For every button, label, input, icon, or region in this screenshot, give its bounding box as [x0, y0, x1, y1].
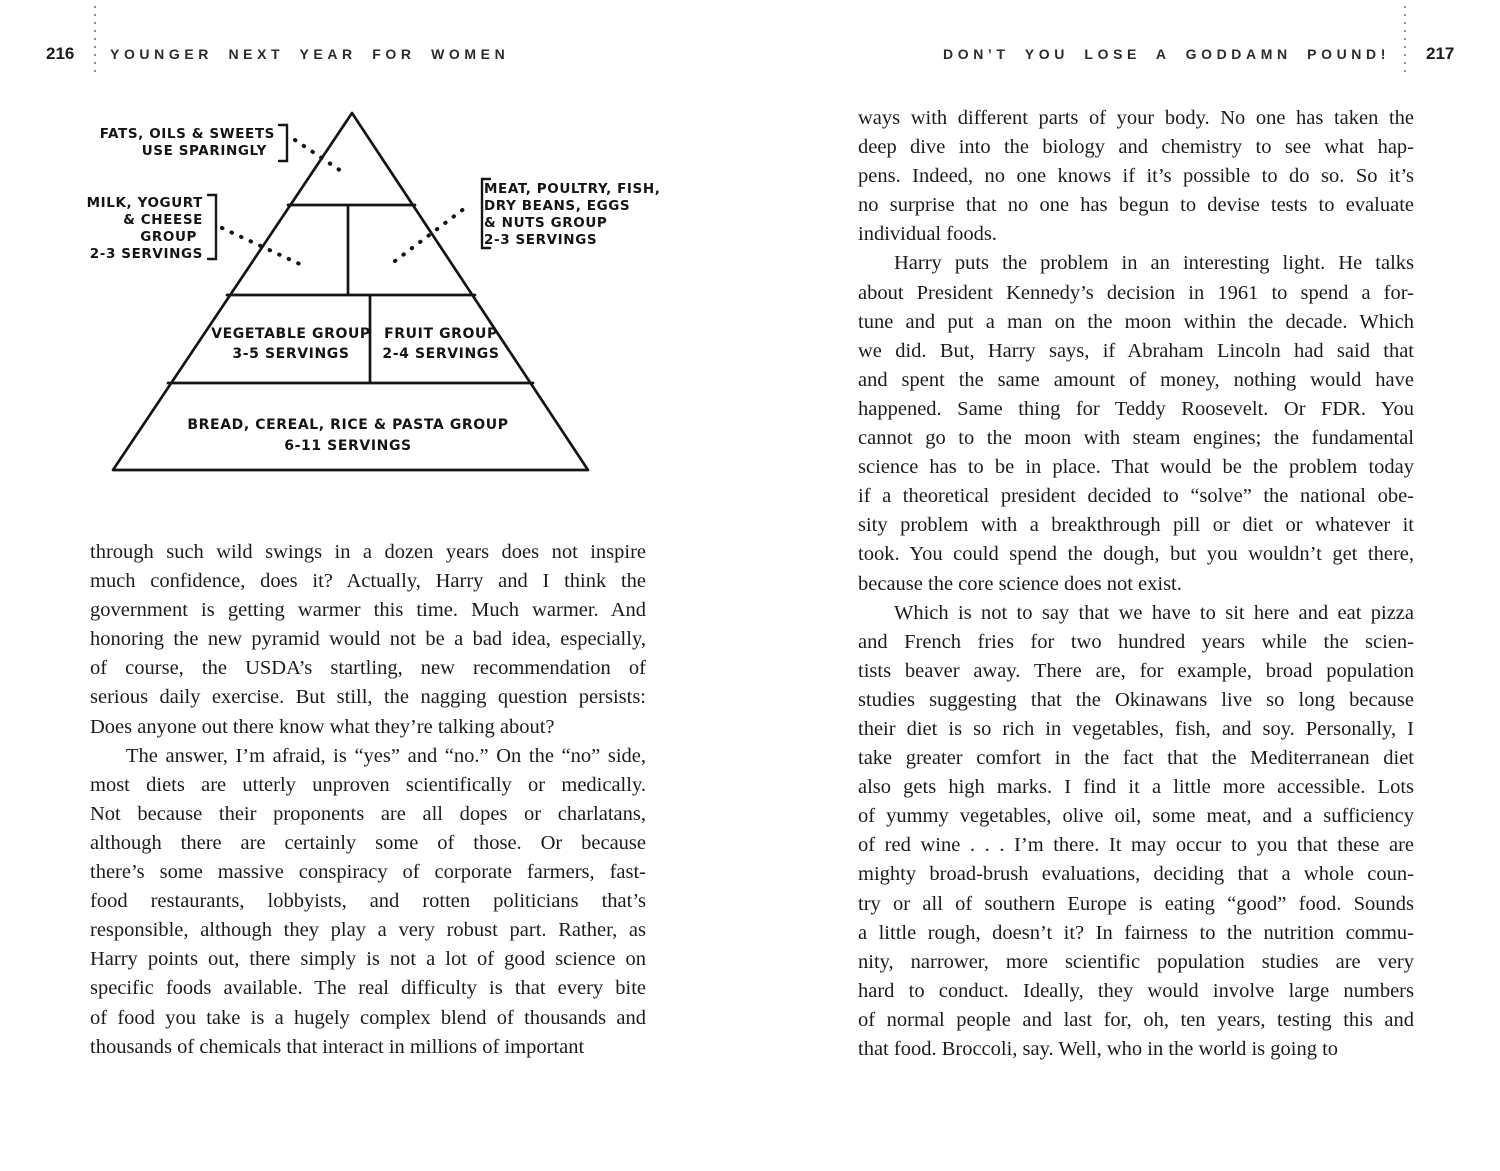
- bread-tier-label: BREAD, CEREAL, RICE & PASTA GROUP: [187, 417, 509, 433]
- vegetable-tier-label: VEGETABLE GROUP: [211, 326, 371, 342]
- text-line: sity problem with a breakthrough pill or diet or whatever it: [858, 514, 1414, 537]
- meat-callout-line: MEAT, POULTRY, FISH,: [484, 181, 661, 197]
- left-running-head: YOUNGER NEXT YEAR FOR WOMEN: [110, 46, 510, 62]
- text-line: individual foods.: [858, 223, 997, 246]
- text-line: tists beaver away. There are, for example, broad population: [858, 659, 1414, 682]
- text-line: Harry puts the problem in an interesting light. He talks: [894, 252, 1414, 275]
- text-line: hard to conduct. Ideally, they would involve large numbers: [858, 979, 1414, 1002]
- text-line: The answer, I’m afraid, is “yes” and “no.” On the “no” side,: [126, 744, 646, 767]
- meat-callout-line: & NUTS GROUP: [484, 215, 608, 231]
- fats-leader-dots: [295, 140, 347, 175]
- left-header-divider: [94, 6, 96, 76]
- text-line: food restaurants, lobbyists, and rotten politicians that’s: [90, 890, 646, 913]
- text-line: responsible, although they play a very robust part. Rather, as: [90, 919, 646, 942]
- text-line: of course, the USDA’s startling, new recommendation of: [90, 657, 646, 680]
- milk-callout-line: 2-3 SERVINGS: [89, 246, 203, 262]
- fruit-tier-label: FRUIT GROUP: [384, 326, 498, 342]
- milk-bracket: [208, 195, 216, 259]
- text-line: government is getting warmer this time. Much warmer. And: [90, 599, 646, 622]
- text-line: through such wild swings in a dozen years does not inspire: [90, 541, 646, 563]
- fats-callout-line: FATS, OILS & SWEETS: [99, 126, 275, 142]
- text-line: take greater comfort in the fact that the Mediterranean diet: [858, 747, 1414, 770]
- text-line: and French fries for two hundred years while the scien-: [858, 630, 1414, 653]
- text-line: Does anyone out there know what they’re talking about?: [90, 715, 555, 738]
- text-line: that food. Broccoli, say. Well, who in the world is going to: [858, 1038, 1339, 1060]
- text-line: of yummy vegetables, olive oil, some meat, and a sufficiency: [858, 805, 1414, 828]
- text-line: thousands of chemicals that interact in millions of important: [90, 1035, 585, 1058]
- text-line: deep dive into the biology and chemistry to see what hap-: [858, 136, 1414, 159]
- text-line: we did. But, Harry says, if Abraham Lincoln had said that: [858, 339, 1414, 362]
- text-line: specific foods available. The real difficulty is that every bite: [90, 977, 646, 1000]
- bread-tier-servings: 6-11 SERVINGS: [284, 438, 412, 454]
- left-page-text: [90, 538, 646, 1062]
- right-page-text: [858, 104, 1414, 1064]
- text-line: and spent the same amount of money, nothing would have: [858, 368, 1414, 391]
- text-line: tune and put a man on the moon within the decade. Which: [858, 310, 1414, 333]
- food-pyramid-diagram: [85, 100, 730, 500]
- milk-leader-dots: [222, 228, 306, 267]
- fats-callout-line: USE SPARINGLY: [141, 143, 267, 159]
- text-line: happened. Same thing for Teddy Roosevelt. Or FDR. You: [858, 397, 1414, 420]
- right-header-divider: [1404, 6, 1406, 76]
- text-line: studies suggesting that the Okinawans live so long because: [858, 688, 1414, 711]
- text-line: most diets are utterly unproven scientifically or medically.: [90, 773, 646, 796]
- text-line: if a theoretical president decided to “solve” the national obe-: [858, 485, 1414, 508]
- fats-bracket: [279, 125, 287, 161]
- text-line: serious daily exercise. But still, the nagging question persists:: [90, 686, 646, 709]
- meat-callout-line: 2-3 SERVINGS: [484, 232, 598, 248]
- right-running-head: DON’T YOU LOSE A GODDAMN POUND!: [943, 46, 1390, 62]
- text-line: Which is not to say that we have to sit here and eat pizza: [894, 601, 1414, 624]
- meat-leader-dots: [395, 208, 465, 261]
- milk-callout-line: MILK, YOGURT: [86, 195, 203, 211]
- fruit-tier-servings: 2-4 SERVINGS: [382, 346, 500, 362]
- text-line: although there are certainly some of those. Or because: [90, 831, 646, 854]
- text-line: ways with different parts of your body. No one has taken the: [858, 107, 1414, 129]
- text-line: honoring the new pyramid would not be a bad idea, especially,: [90, 628, 646, 651]
- text-line: much confidence, does it? Actually, Harry and I think the: [90, 570, 646, 593]
- text-line: mighty broad-brush evaluations, deciding that a whole coun-: [858, 863, 1414, 886]
- text-line: their diet is so rich in vegetables, fish, and soy. Personally, I: [858, 717, 1414, 740]
- text-line: there’s some massive conspiracy of corporate farmers, fast-: [90, 861, 646, 884]
- right-page-number: 217: [1426, 44, 1455, 63]
- text-line: Harry points out, there simply is not a lot of good science on: [90, 948, 646, 971]
- meat-callout-line: DRY BEANS, EGGS: [484, 198, 631, 214]
- left-page-number: 216: [46, 44, 75, 63]
- vegetable-tier-servings: 3-5 SERVINGS: [232, 346, 350, 362]
- text-line: cannot go to the moon with steam engines; the fundamental: [858, 427, 1414, 450]
- text-line: of red wine . . . I’m there. It may occur to you that these are: [858, 834, 1414, 857]
- text-line: Not because their proponents are all dopes or charlatans,: [90, 802, 646, 825]
- text-line: of food you take is a hugely complex blend of thousands and: [90, 1006, 646, 1029]
- food-pyramid-svg: [85, 100, 730, 500]
- text-line: science has to be in place. That would be the problem today: [858, 456, 1414, 479]
- text-line: no surprise that no one has begun to devise tests to evaluate: [858, 194, 1414, 217]
- text-line: of normal people and last for, oh, ten years, testing this and: [858, 1008, 1414, 1031]
- milk-callout-line: & CHEESE: [123, 212, 203, 228]
- text-line: try or all of southern Europe is eating “good” food. Sounds: [858, 892, 1414, 915]
- text-line: nity, narrower, more scientific population studies are very: [858, 950, 1414, 973]
- text-line: pens. Indeed, no one knows if it’s possible to do so. So it’s: [858, 165, 1414, 188]
- text-line: because the core science does not exist.: [858, 572, 1182, 595]
- text-line: also gets high marks. I find it a little more accessible. Lots: [858, 776, 1414, 799]
- text-line: about President Kennedy’s decision in 1961 to spend a for-: [858, 281, 1414, 304]
- milk-callout-line: GROUP: [140, 229, 197, 245]
- text-line: a little rough, doesn’t it? In fairness to the nutrition commu-: [858, 921, 1414, 944]
- text-line: took. You could spend the dough, but you wouldn’t get there,: [858, 543, 1414, 566]
